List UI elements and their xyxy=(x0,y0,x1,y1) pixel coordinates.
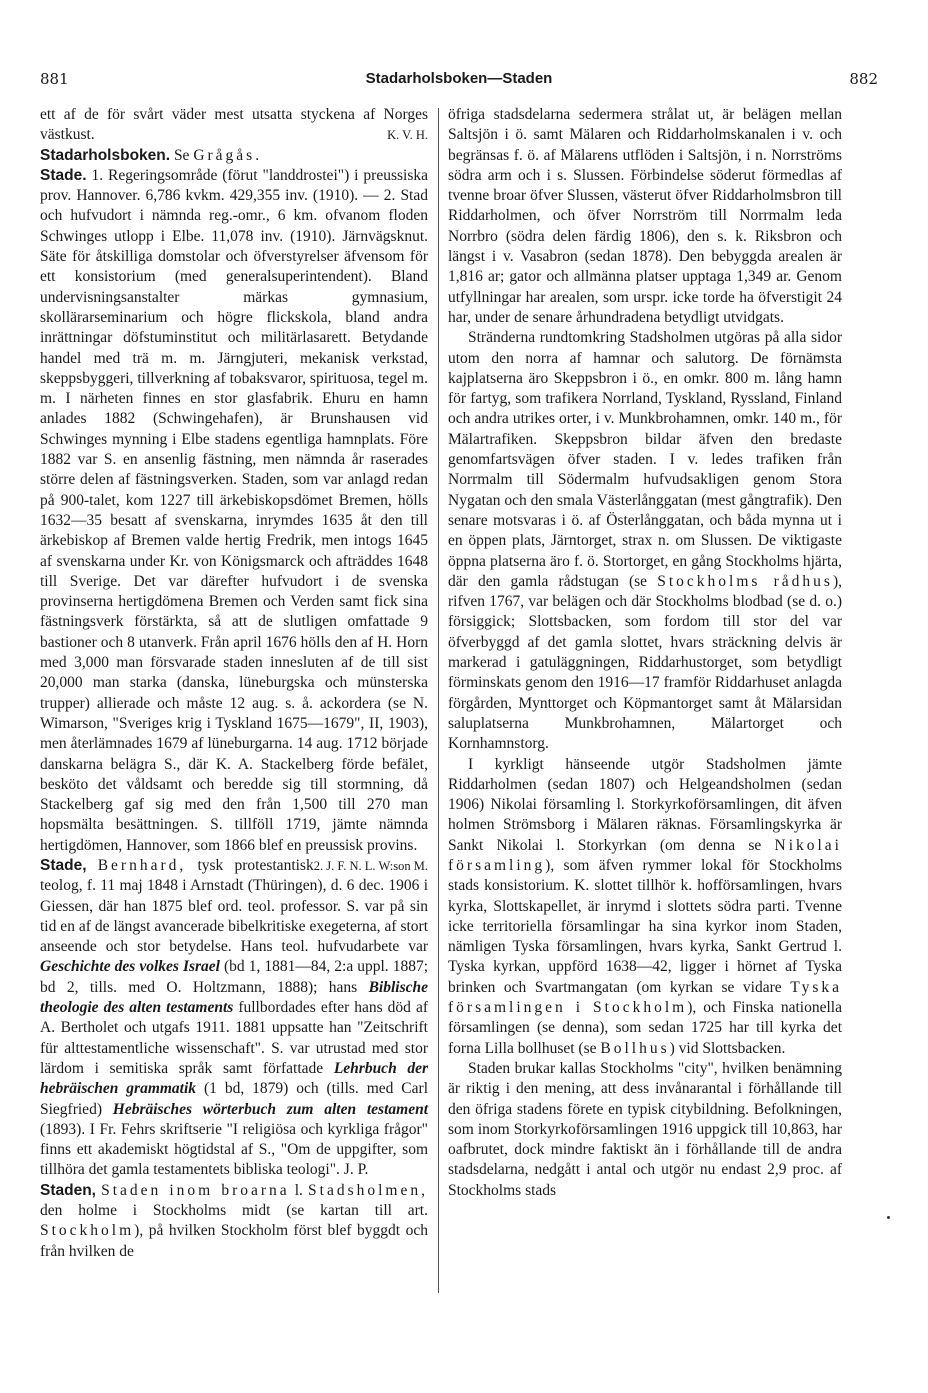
cross-reference: Grågås. xyxy=(193,146,263,164)
entry-headword: Stade. xyxy=(40,166,87,184)
page-number-right: 882 xyxy=(849,70,878,88)
entry-stade: Stade. 1. Regeringsområde (förut "landdrostei") i preussiska prov. Hannover. 6,786 kvkm. 429,355 inv. (1910). — 2. Stad och hufvudort i nämnda reg.-omr., 6 km. ofvanom floden Schwinges utlopp i Elbe. 11,078 inv. (1910). Järnvägsknut. Säte för åtskilliga domstolar och öfverstyrelser äfvensom för ett konsistorium (med generalsuperintendent). Bland undervisningsanstalter märkas gymnasium, skollärarseminarium och högre flickskola, bland andra inrättningar döfstuminstitut och militärlasarett. Betydande handel med trä m. m. Järngjuteri, mekanisk verkstad, skeppsbyggeri, tillverkning af tobaksvaror, spirituosa, tegel m. m. I närheten finnes en stor glasfabrik. Ehuru en hamn anlades 1882 (Schwingehafen), är Brunshausen vid Schwinges mynning i Elbe stadens egentliga hamnplats. Före 1882 var S. en ansenlig fästning, men nämnda år raserades större delen af fästningsverken. Staden, som var anlagd redan på 900-talet, kom 1227 till ärkebiskopsdömet Bremen, hölls 1632—35 besatt af svenskarna, inrymdes 1635 åt den till ärkebiskop af Bremen valde hertig Fredrik, men intogs 1645 af svenskarna under Kr. von Königsmarck och afträddes 1648 till Sverige. Det var därefter hufvudort i de svenska provinserna hertigdömena Bremen och Verden samt fick sina fästningsverk förstärkta, så att de slutligen omfattade 9 bastioner och 8 utanverk. Från april 1676 hölls den af H. Horn med 3,000 man försvarade staden innesluten af de till sist 20,000 man starka (danska, lüneburgska och münsterska trupper) allierade och måste 12 aug. s. å. ackordera (se N. Wimarson, "Sveriges krig i Tyskland 1675—1679", II, 1903), men återlämnades 1679 af lüneburgarna. 14 aug. 1712 började danskarna belägra S., där K. A. Stackelberg förde befälet, besköto det våldsamt och beredde sig till stormning, då Stackelberg gaf sig med den från 1,500 till 270 man hopsmälta besättningen. S. tillföll 1719, jämte nämnda hertigdömen, Hannover, som 1866 blef en preussisk provins. 2. J. F. N. L. W:son M. xyxy=(40,166,428,856)
left-column xyxy=(40,105,428,1262)
cross-reference: Stockholms rådhus xyxy=(657,572,833,590)
paragraph: Staden brukar kallas Stockholms "city", hvilken benämning är riktig i den mening, att dess invånarantal i förhållande till den öfriga stadens förete en typisk citybildning. Befolkningen, som inom Storkyrkoförsamlingen 1916 uppgick till 10,863, har oafbrutet, dock mindre faktiskt än i förhållande till de andra stadsdelarna, nedgått i antal och utgör nu endast 2,9 proc. af Stockholms stads xyxy=(448,1059,842,1199)
entry-headword: Stade, xyxy=(40,856,87,874)
entry-staden: Staden, Staden inom broarna l. Stadsholmen, den holme i Stockholms midt (se kartan till art. Stockholm), på hvilken Stockholm först blef byggdt och från hvilken de xyxy=(40,1181,428,1260)
author-signature: K. V. H. xyxy=(387,128,428,143)
entry-stade-bernhard: Stade, Bernhard, tysk protestantisk teolog, f. 11 maj 1848 i Arnstadt (Thüringen), d. 6 dec. 1906 i Giessen, där han 1875 blef ord. teol. professor. S. var på sin tid en af de längst avancerade bibelkritiske exegeterna, af stort anseende och stor betydelse. Hans teol. hufvudarbete var Geschichte des volkes Israel (bd 1, 1881—84, 2:a uppl. 1887; bd 2, tills. med O. Holtzmann, 1888); hans Biblische theologie des alten testaments fullbordades efter hans död af A. Bertholet och utgafs 1911. 1881 uppsatte han "Zeitschrift für alttestamentliche wissenschaft". S. var utrustad med stor lärdom i semitiska språk samt författade Lehrbuch der hebräischen grammatik (1 bd, 1879) och (tills. med Carl Siegfried) Hebräisches wörterbuch zum alten testament (1893). I Fr. Fehrs skriftserie "I religiösa och kyrkliga frågor" finns ett akademiskt högtidstal af S., "Om de uppgifter, som tillhöra det gamla testamentets bibliska teologi". J. P. xyxy=(40,856,429,1179)
entry-headword: Stadarholsboken. xyxy=(40,146,171,164)
cross-reference: Nikolai församling xyxy=(448,836,842,874)
author-signature: J. P. xyxy=(343,1161,369,1179)
margin-mark xyxy=(887,1216,890,1219)
book-title: Hebräisches wörterbuch zum alten testament xyxy=(112,1100,429,1118)
entry-headword: Staden, xyxy=(40,1181,96,1199)
page-header xyxy=(40,70,878,94)
cross-reference: Tyska församlingen i Stockholm xyxy=(448,978,842,1017)
paragraph: öfriga stadsdelarna sedermera strålat ut, är belägen mellan Saltsjön i ö. samt Mälaren och Riddarholmskanalen i v. och begränsas f. ö. af Mälarens utflöden i Saltsjön, i n. Norrströms södra arm och i s. Slussen. Förbindelse söderut förmedlas af tvenne broar öfver Slussen, västerut öfver Riddarholmsbron till Riddarholmen, och öfver Norrström till Norrmalm leda Norrbro (södra delen färdig 1806), den s. k. Riksbron och längst i v. Vasabron (sedan 1878). Den bebyggda arealen är 1,816 ar; gator och allmänna platser upptaga 1,349 ar. Genom utfyllningar har arealen, som urspr. icke torde ha öfverstigit 24 har, under de senare århundradena betydligt utvidgats. xyxy=(448,106,842,326)
author-signature: 2. J. F. N. L. W:son M. xyxy=(313,858,428,873)
book-title: Geschichte des volkes Israel xyxy=(40,958,220,976)
running-head: Stadarholsboken—Staden xyxy=(365,70,553,87)
column-divider xyxy=(438,108,439,1293)
book-title: Lehrbuch der hebräischen grammatik xyxy=(40,1059,429,1098)
entry-name: Staden inom broarna xyxy=(101,1181,290,1199)
entry-continuation: ett af de för svårt väder mest utsatta styckena af Norges västkust. K. V. H. xyxy=(40,105,428,146)
paragraph: I kyrkligt hänseende utgör Stadsholmen jämte Riddarholmen (sedan 1807) och Helgeandsholmen (sedan 1906) Nikolai församling l. Storkyrkoförsamlingen, dit äfven holmen Strömsborg i Mälaren räknas. Församlingskyrka är Sankt Nikolai l. Storkyrkan (om denna se Nikolai församling), som äfven rymmer lokal för Stockholms stads konsistorium. K. slottet tillhör k. hofförsamlingen, hvars kyrka, Slottskapellet, är inrymd i slottets södra parti. Tvenne icke territoriella församlingar ha sina kyrkor inom Staden, nämligen Tyska församlingen, hvars kyrka, Sankt Gertrud l. Tyska kyrkan, uppförd 1638—42, ligger i hörnet af Tyska brinken och Svartmangatan (om kyrkan se vidare Tyska församlingen i Stockholm), och Finska nationella församlingen (se denna), som sedan 1725 har till kyrka det forna Lilla bollhuset (se Bollhus) vid Slottsbacken. xyxy=(448,755,842,1057)
page-number-left: 881 xyxy=(40,70,69,88)
entry-name: Stadsholmen, xyxy=(308,1181,428,1199)
cross-reference: Bollhus xyxy=(600,1039,670,1057)
right-column xyxy=(448,105,842,1201)
cross-reference: Stockholm xyxy=(40,1222,135,1240)
entry-stadarholsboken: Stadarholsboken. Se Grågås. xyxy=(40,146,263,164)
book-title: Biblische theologie des alten testaments xyxy=(40,978,429,1017)
paragraph: Stränderna rundtomkring Stadsholmen utgöras på alla sidor utom den norra af hamnar och salutorg. De förnämsta kajplatserna äro Skeppsbron i ö., en omkr. 800 m. lång hamn för fartyg, som trafikera Norrland, Tyskland, Ryssland, Finland och andra utrikes orter, i v. Munkbrohamnen, omkr. 140 m., för Mälartrafiken. Skeppsbron bildar äfven den bredaste genomfartsvägen öfver staden. I v. ledes trafiken från Norrmalm till Södermalm hufvudsakligen genom Stora Nygatan och den smala Västerlånggatan (mest gångtrafik). Den senare motsvaras i ö. af Österlånggatan, och båda mynna ut i en öppen plats, Järntorget, strax n. om Slussen. De viktigaste öppna platserna äro f. ö. Stortorget, en gång Stockholms hjärta, där den gamla rådstugan (se Stockholms rådhus), rifven 1767, var belägen och där Stockholms blodbad (se d. o.) försiggick; Slottsbacken, som fordom till stor del var öfverbyggd af det gamla slottet, hvars sträckning delvis är markerad i gatuläggningen, Riddarhustorget, som betydligt förminskats genom den 1916—17 framför Riddarhuset anlagda förgården, Mynttorget och Köpmantorget samt åt Mälarsidan saluplatserna Munkbrohamnen, Mälartorget och Kornhamnstorg. xyxy=(448,329,842,753)
entry-name: Bernhard, xyxy=(97,856,187,874)
